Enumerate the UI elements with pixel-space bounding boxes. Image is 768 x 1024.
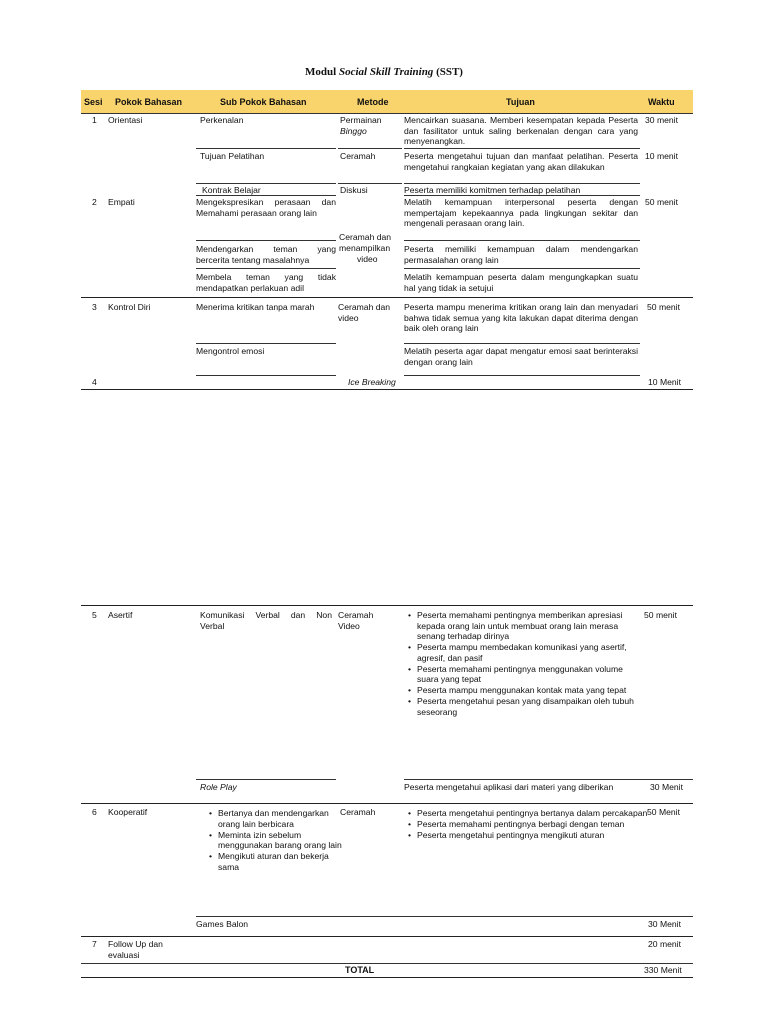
row-divider (404, 779, 693, 780)
row-divider (196, 268, 336, 269)
row-divider (196, 148, 336, 149)
pokok-bahasan: Kontrol Diri (108, 302, 151, 312)
sub-pokok-list (206, 808, 348, 873)
sesi-number: 6 (92, 807, 97, 817)
sub-pokok: Games Balon (196, 919, 249, 929)
row-divider (338, 148, 402, 149)
session-divider (81, 936, 693, 937)
pokok-bahasan: Asertif (108, 610, 133, 620)
waktu: 10 menit (645, 151, 678, 161)
row-divider (196, 343, 336, 344)
waktu: 10 Menit (648, 377, 681, 387)
waktu: 50 menit (644, 610, 677, 620)
list-item: • Peserta mampu menggunakan kontak mata yang tepat (417, 685, 642, 696)
tujuan: Peserta mengetahui aplikasi dari materi yang diberikan (404, 782, 614, 792)
metode: Ceramah (340, 807, 376, 817)
waktu: 50 menit (647, 302, 680, 312)
sub-pokok: Mendengarkan teman yang bercerita tentang masalahnya (196, 244, 336, 265)
document-title: Modul Social Skill Training (SST) (305, 66, 463, 78)
sub-pokok: Tujuan Pelatihan (200, 151, 265, 161)
list-item: • Bertanya dan mendengarkan orang lain berbicara (218, 808, 348, 829)
list-item: • Peserta mengetahui pesan yang disampaikan oleh tubuh seseorang (417, 696, 642, 717)
row-divider (196, 916, 693, 917)
sesi-number: 2 (92, 197, 97, 207)
tujuan-list (405, 610, 642, 718)
list-item: • Meminta izin sebelum menggunakan barang orang lain (218, 830, 348, 851)
row-divider (404, 343, 640, 344)
metode: video (338, 313, 359, 323)
tujuan: Peserta memiliki komitmen terhadap pelatihan (404, 185, 581, 195)
session-divider (81, 297, 693, 298)
sub-pokok: Mengontrol emosi (196, 346, 265, 356)
pokok-bahasan: evaluasi (108, 950, 140, 960)
row-divider (404, 375, 640, 376)
tujuan: Mencairkan suasana. Memberi kesempatan kepada Peserta dan fasilitator untuk saling berkenalan dengan cara yang menyenangkan. (404, 115, 638, 146)
tujuan: Peserta mampu menerima kritikan orang lain dan menyadari bahwa tidak semua yang kita lakukan dapat diterima dengan baik oleh orang lain (404, 302, 638, 333)
metode: Ice Breaking (348, 377, 396, 387)
row-divider (404, 240, 640, 241)
row-divider (196, 195, 336, 196)
metode: Video (338, 621, 360, 631)
pokok-bahasan: Kooperatif (108, 807, 148, 817)
row-divider (196, 183, 336, 184)
sub-pokok: Menerima kritikan tanpa marah (196, 302, 315, 312)
row-divider (404, 148, 640, 149)
sub-pokok: Mengekspresikan perasaan dan Memahami perasaan orang lain (196, 197, 336, 218)
row-divider (404, 195, 640, 196)
sesi-number: 4 (92, 377, 97, 387)
metode: menampilkan (339, 243, 391, 253)
header-pokok-bahasan: Pokok Bahasan (115, 97, 183, 107)
tujuan: Melatih peserta agar dapat mengatur emosi saat berinteraksi dengan orang lain (404, 346, 638, 367)
session-divider (81, 803, 693, 804)
waktu: 30 Menit (650, 782, 683, 792)
list-item: • Peserta memahami pentingnya memberikan apresiasi kepada orang lain untuk membuat orang lain merasa senang terhadap dirinya (417, 610, 642, 642)
sesi-number: 3 (92, 302, 97, 312)
header-sub-pokok-bahasan: Sub Pokok Bahasan (220, 97, 307, 107)
header-tujuan: Tujuan (506, 97, 535, 107)
row-divider (338, 183, 402, 184)
row-divider (404, 183, 640, 184)
sesi-number: 1 (92, 115, 97, 125)
metode: Ceramah (338, 610, 374, 620)
tujuan-list (405, 808, 650, 841)
row-divider (196, 375, 336, 376)
header-sesi: Sesi (84, 97, 103, 107)
total-label: TOTAL (345, 965, 375, 975)
pokok-bahasan: Orientasi (108, 115, 143, 125)
metode: Ceramah (340, 151, 376, 161)
sesi-number: 7 (92, 939, 97, 949)
waktu: 30 menit (645, 115, 678, 125)
list-item: • Peserta memahami pentingnya berbagi dengan teman (417, 819, 650, 830)
waktu: 20 menit (648, 939, 681, 949)
list-item: • Peserta mampu membedakan komunikasi yang asertif, agresif, dan pasif (417, 642, 642, 663)
metode: Permainan (340, 115, 382, 125)
tujuan: Melatih kemampuan peserta dalam mengungkapkan suatu hal yang tidak ia setujui (404, 272, 638, 293)
metode: Ceramah dan (339, 232, 392, 242)
sub-pokok: Role Play (200, 782, 237, 792)
list-item: • Mengikuti aturan dan bekerja sama (218, 851, 348, 872)
header-waktu: Waktu (648, 97, 675, 107)
session-divider (81, 605, 693, 606)
pokok-bahasan: Empati (108, 197, 135, 207)
table-bottom-border (81, 977, 693, 978)
session-divider (81, 389, 693, 390)
sub-pokok: Membela teman yang tidak mendapatkan perlakuan adil (196, 272, 336, 293)
row-divider (81, 963, 693, 964)
list-item: • Peserta memahami pentingnya menggunakan volume suara yang tepat (417, 664, 642, 685)
sub-pokok: Kontrak Belajar (202, 185, 261, 195)
waktu: 50 menit (645, 197, 678, 207)
header-metode: Metode (357, 97, 389, 107)
metode: Diskusi (340, 185, 368, 195)
list-item: • Peserta mengetahui pentingnya bertanya dalam percakapan (417, 808, 650, 819)
metode: Binggo (340, 126, 367, 136)
tujuan: Peserta mengetahui tujuan dan manfaat pelatihan. Peserta mengetahui rangkaian kegiatan yang akan dilakukan (404, 151, 638, 172)
tujuan: Peserta memiliki kemampuan dalam mendengarkan permasalahan orang lain (404, 244, 638, 265)
sub-pokok: Komunikasi Verbal dan Non Verbal (200, 610, 332, 631)
row-divider (196, 240, 336, 241)
metode: Ceramah dan (338, 302, 391, 312)
sesi-number: 5 (92, 610, 97, 620)
waktu: 50 Menit (647, 807, 680, 817)
total-waktu: 330 Menit (644, 965, 682, 975)
metode: video (357, 254, 378, 264)
pokok-bahasan: Follow Up dan (108, 939, 163, 949)
waktu: 30 Menit (648, 919, 681, 929)
tujuan: Melatih kemampuan interpersonal peserta dengan mempertajam kepekaannya pada lingkungan sekitar dan mengenali perasaan orang lain. (404, 197, 638, 228)
row-divider (404, 268, 640, 269)
list-item: • Peserta mengetahui pentingnya mengikuti aturan (417, 830, 650, 841)
sub-pokok: Perkenalan (200, 115, 244, 125)
row-divider (196, 779, 336, 780)
